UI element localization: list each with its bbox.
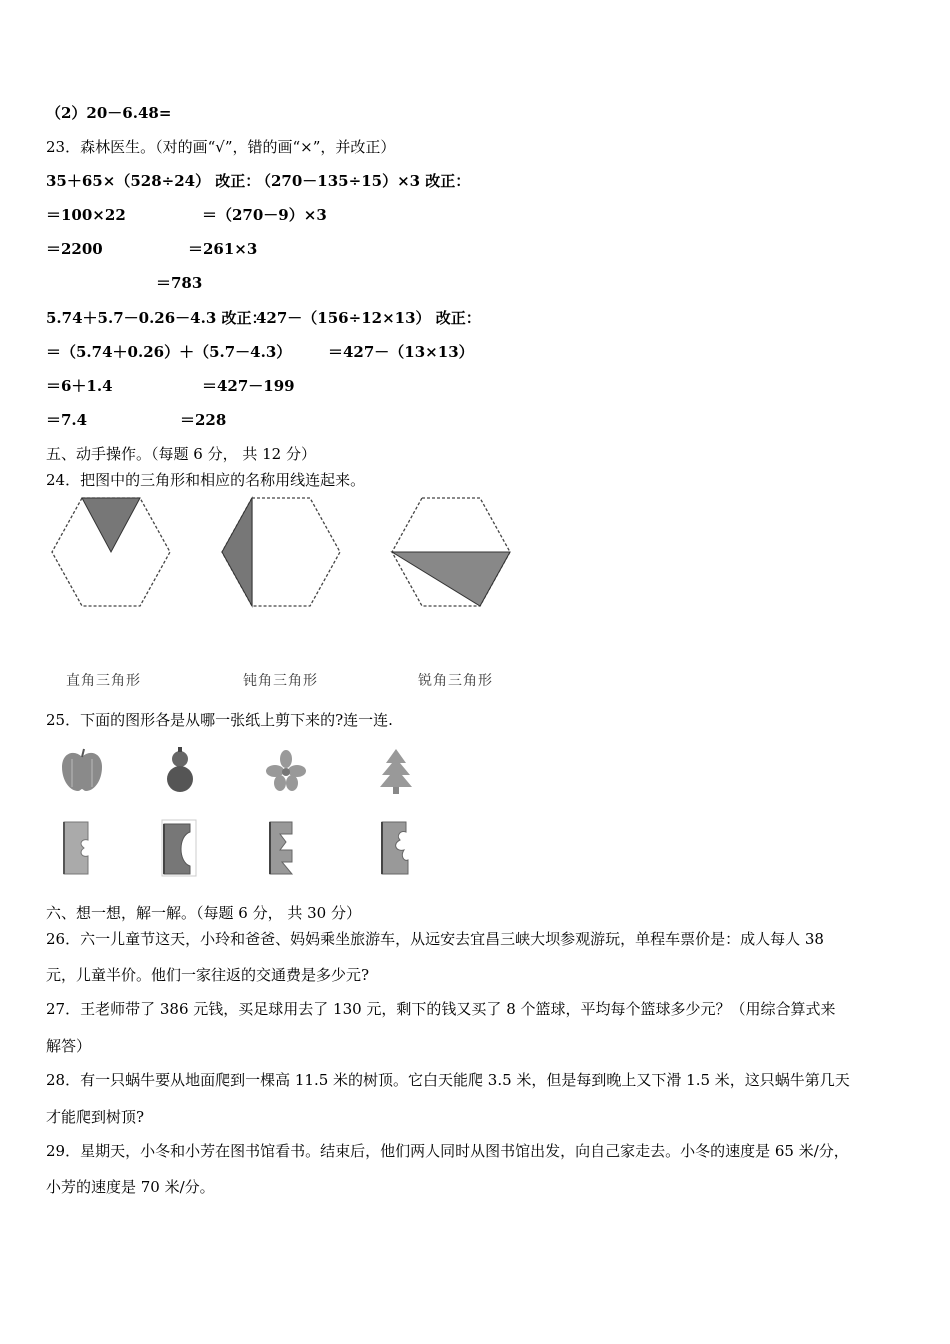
q23-a-line2: ＝100×22 <box>46 206 126 224</box>
folded-paper-2-icon <box>162 820 196 876</box>
q23-c-line3: ＝6＋1.4 <box>46 377 113 395</box>
q27-line2: 解答） <box>46 1037 92 1055</box>
hexagon-figure-1 <box>52 498 170 606</box>
apple-shape-icon <box>62 749 102 791</box>
q23-b-line1: （270－135÷15）×3 改正： <box>256 172 471 190</box>
label-right-triangle: 直角三角形 <box>66 673 141 689</box>
flower-shape-icon <box>266 750 306 791</box>
q23-title: 23．森林医生。（对的画“√”，错的画“×”，并改正） <box>46 138 396 156</box>
gourd-shape-icon <box>167 747 193 792</box>
label-acute-triangle: 锐角三角形 <box>418 673 493 689</box>
q28-line2: 才能爬到树顶? <box>46 1108 145 1126</box>
label-obtuse-triangle: 钝角三角形 <box>243 673 318 689</box>
q23-a-line1: 35＋65×（528÷24） 改正： <box>46 172 261 190</box>
q23-c-line4: ＝7.4 <box>46 411 88 429</box>
q26-line1: 26．六一儿童节这天，小玲和爸爸、妈妈乘坐旅游车，从远安去宜昌三峡大坝参观游玩，单程车票价是：成人每人 38 <box>46 930 824 948</box>
hexagon-figure-2 <box>222 498 340 606</box>
q23-b-line2: ＝（270－9）×3 <box>202 206 327 224</box>
folded-paper-1-icon <box>64 822 88 874</box>
q23-b-line4: ＝783 <box>156 274 203 292</box>
folded-paper-4-icon <box>382 822 408 874</box>
folded-paper-3-icon <box>270 822 292 874</box>
section6-heading: 六、想一想，解一解。（每题 6 分， 共 30 分） <box>46 904 361 922</box>
q23-a-line3: ＝2200 <box>46 240 103 258</box>
q25-title: 25．下面的图形各是从哪一张纸上剪下来的?连一连. <box>46 711 393 729</box>
q23-c-line1: 5.74＋5.7－0.26－4.3 改正： <box>46 309 267 327</box>
q23-d-line3: ＝427－199 <box>202 377 295 395</box>
q29-line1: 29．星期天，小冬和小芳在图书馆看书。结束后，他们两人同时从图书馆出发，向自己家走去。小冬的速度是 65 米/分， <box>46 1142 849 1160</box>
q25-cutout-shapes <box>56 745 426 797</box>
q23-d-line2: ＝427－（13×13） <box>328 343 474 361</box>
section5-heading: 五、动手操作。（每题 6 分， 共 12 分） <box>46 445 316 463</box>
q28-line1: 28．有一只蜗牛要从地面爬到一棵高 11.5 米的树顶。它白天能爬 3.5 米，但是每到晚上又下滑 1.5 米，这只蜗牛第几天 <box>46 1071 850 1089</box>
q22-part2: （2）20－6.48= <box>46 104 172 122</box>
q23-b-line3: ＝261×3 <box>188 240 258 258</box>
q25-folded-papers <box>60 818 420 878</box>
q24-title: 24．把图中的三角形和相应的名称用线连起来。 <box>46 471 366 489</box>
q24-hexagon-figures <box>48 496 518 610</box>
tree-shape-icon <box>380 749 412 794</box>
q27-line1: 27．王老师带了 386 元钱，买足球用去了 130 元，剩下的钱又买了 8 个篮球，平均每个篮球多少元？（用综合算式来 <box>46 1000 836 1018</box>
q23-d-line1: 427－（156÷12×13） 改正： <box>256 309 481 327</box>
hexagon-figure-3 <box>392 498 510 606</box>
q23-c-line2: ＝（5.74＋0.26）＋（5.7－4.3） <box>46 343 292 361</box>
q29-line2: 小芳的速度是 70 米/分。 <box>46 1178 215 1196</box>
q23-d-line4: ＝228 <box>180 411 227 429</box>
q26-line2: 元，儿童半价。他们一家往返的交通费是多少元? <box>46 966 370 984</box>
